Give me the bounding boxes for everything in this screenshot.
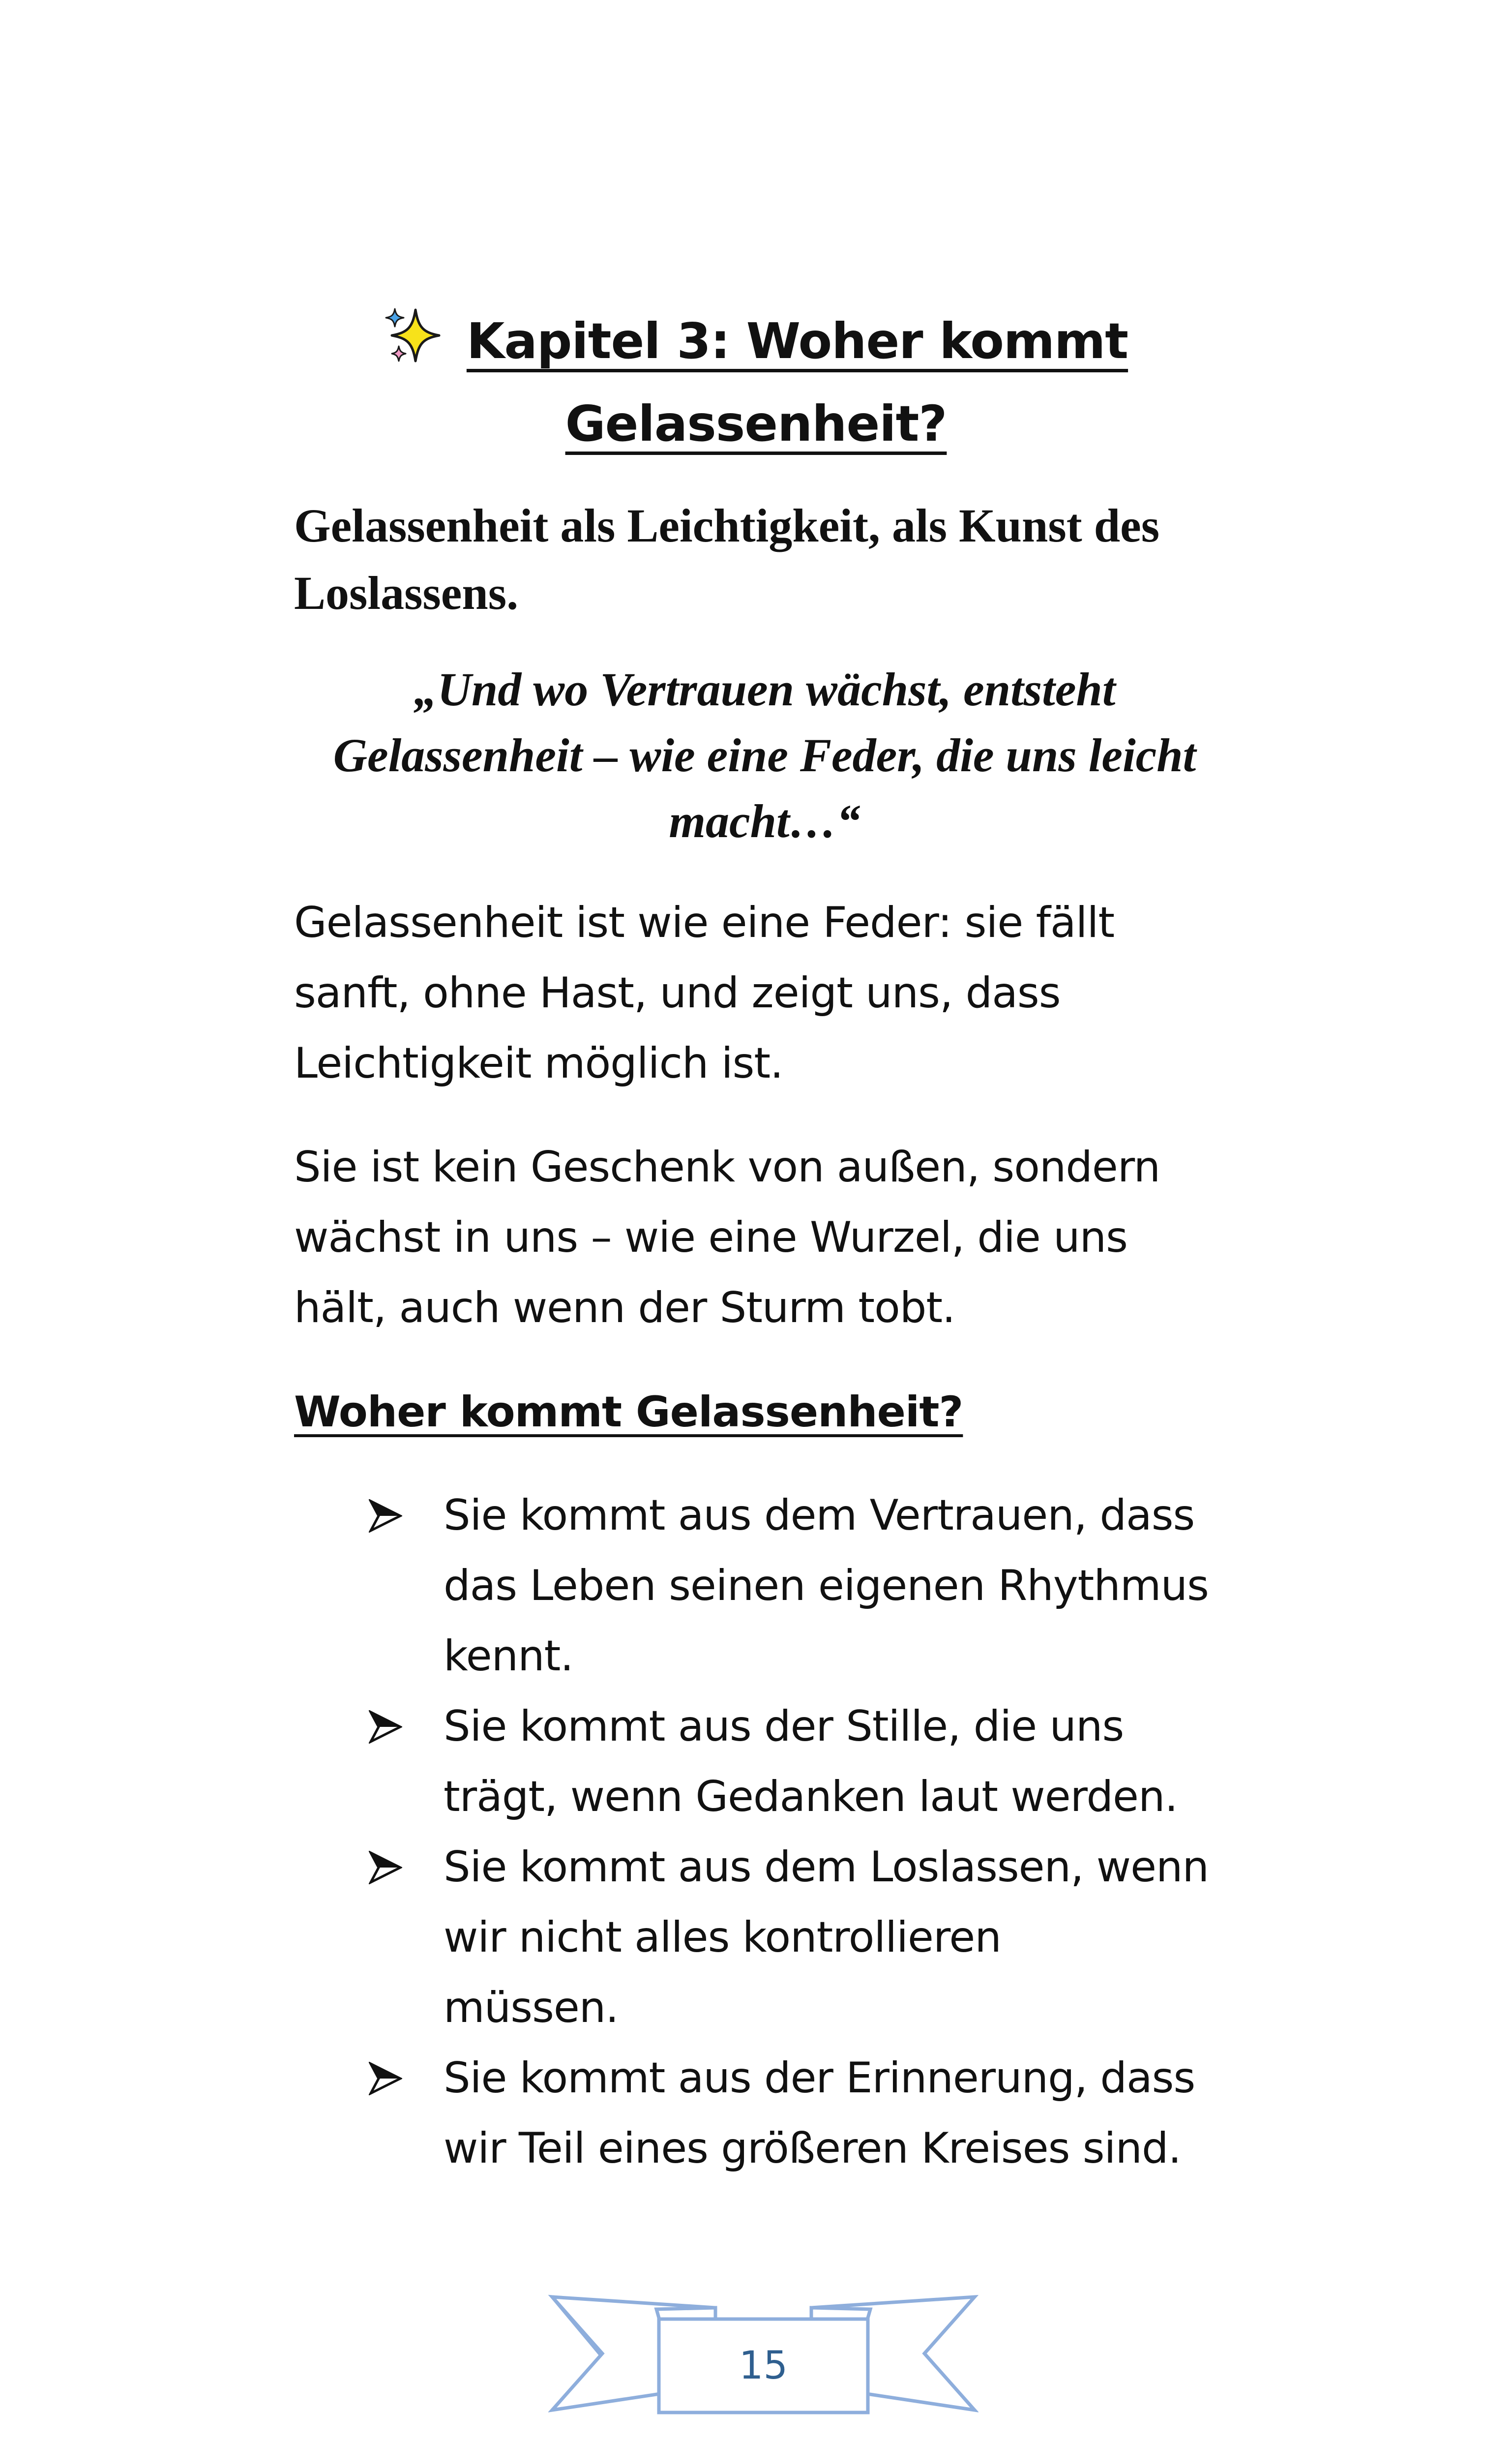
- list-item: [369, 1832, 1303, 2043]
- list-item-line: müssen.: [444, 1983, 619, 2032]
- subtitle-line: Gelassenheit als Leichtigkeit, als Kunst des: [294, 499, 1160, 552]
- list-item-line: wir Teil eines größeren Kreises sind.: [444, 2124, 1181, 2173]
- paragraph-line: hält, auch wenn der Sturm tobt.: [294, 1283, 955, 1332]
- paragraph-line: Gelassenheit ist wie eine Feder: sie fällt: [294, 898, 1115, 947]
- paragraph-line: Sie ist kein Geschenk von außen, sondern: [294, 1143, 1160, 1192]
- quote-line: Gelassenheit – wie eine Feder, die uns leicht: [333, 729, 1196, 782]
- chapter-quote: [275, 657, 1254, 854]
- quote-line: „Und wo Vertrauen wächst, entsteht: [414, 663, 1116, 716]
- list-item-line: das Leben seinen eigenen Rhythmus: [444, 1561, 1209, 1610]
- arrow-bullet-icon: [369, 1710, 402, 1744]
- list-item-line: Sie kommt aus der Stille, die uns: [444, 1702, 1124, 1751]
- arrow-bullet-icon: [369, 1499, 402, 1533]
- chapter-title-line1: Kapitel 3: Woher kommt: [466, 312, 1128, 370]
- chapter-subtitle: [294, 492, 1277, 627]
- list-item-line: wir nicht alles kontrollieren: [444, 1913, 1001, 1962]
- list-item-line: kennt.: [444, 1631, 573, 1681]
- list-item: [369, 1691, 1303, 1832]
- chapter-title-line2: Gelassenheit?: [565, 395, 947, 452]
- list-item-line: Sie kommt aus dem Vertrauen, dass: [444, 1491, 1195, 1540]
- paragraph-line: wächst in uns – wie eine Wurzel, die uns: [294, 1213, 1127, 1262]
- quote-line: macht…“: [669, 795, 860, 847]
- paragraph: [294, 1132, 1277, 1343]
- arrow-bullet-icon: [369, 1851, 402, 1884]
- paragraph-line: sanft, ohne Hast, und zeigt uns, dass: [294, 968, 1061, 1018]
- paragraph-line: Leichtigkeit möglich ist.: [294, 1039, 783, 1088]
- list-item: [369, 1480, 1303, 1691]
- list-item-line: Sie kommt aus dem Loslassen, wenn: [444, 1842, 1209, 1892]
- page-number: 15: [739, 2344, 788, 2388]
- list-item-line: trägt, wenn Gedanken laut werden.: [444, 1772, 1178, 1821]
- bullet-list: [369, 1480, 1303, 2184]
- paragraph: [294, 888, 1277, 1099]
- list-item: [369, 2043, 1303, 2184]
- chapter-title: [0, 300, 1512, 465]
- sparkles-icon: [384, 307, 447, 365]
- arrow-bullet-icon: [369, 2062, 402, 2095]
- list-item-line: Sie kommt aus der Erinnerung, dass: [444, 2053, 1195, 2103]
- section-heading: Woher kommt Gelassenheit?: [294, 1387, 963, 1437]
- subtitle-line: Loslassens.: [294, 567, 519, 619]
